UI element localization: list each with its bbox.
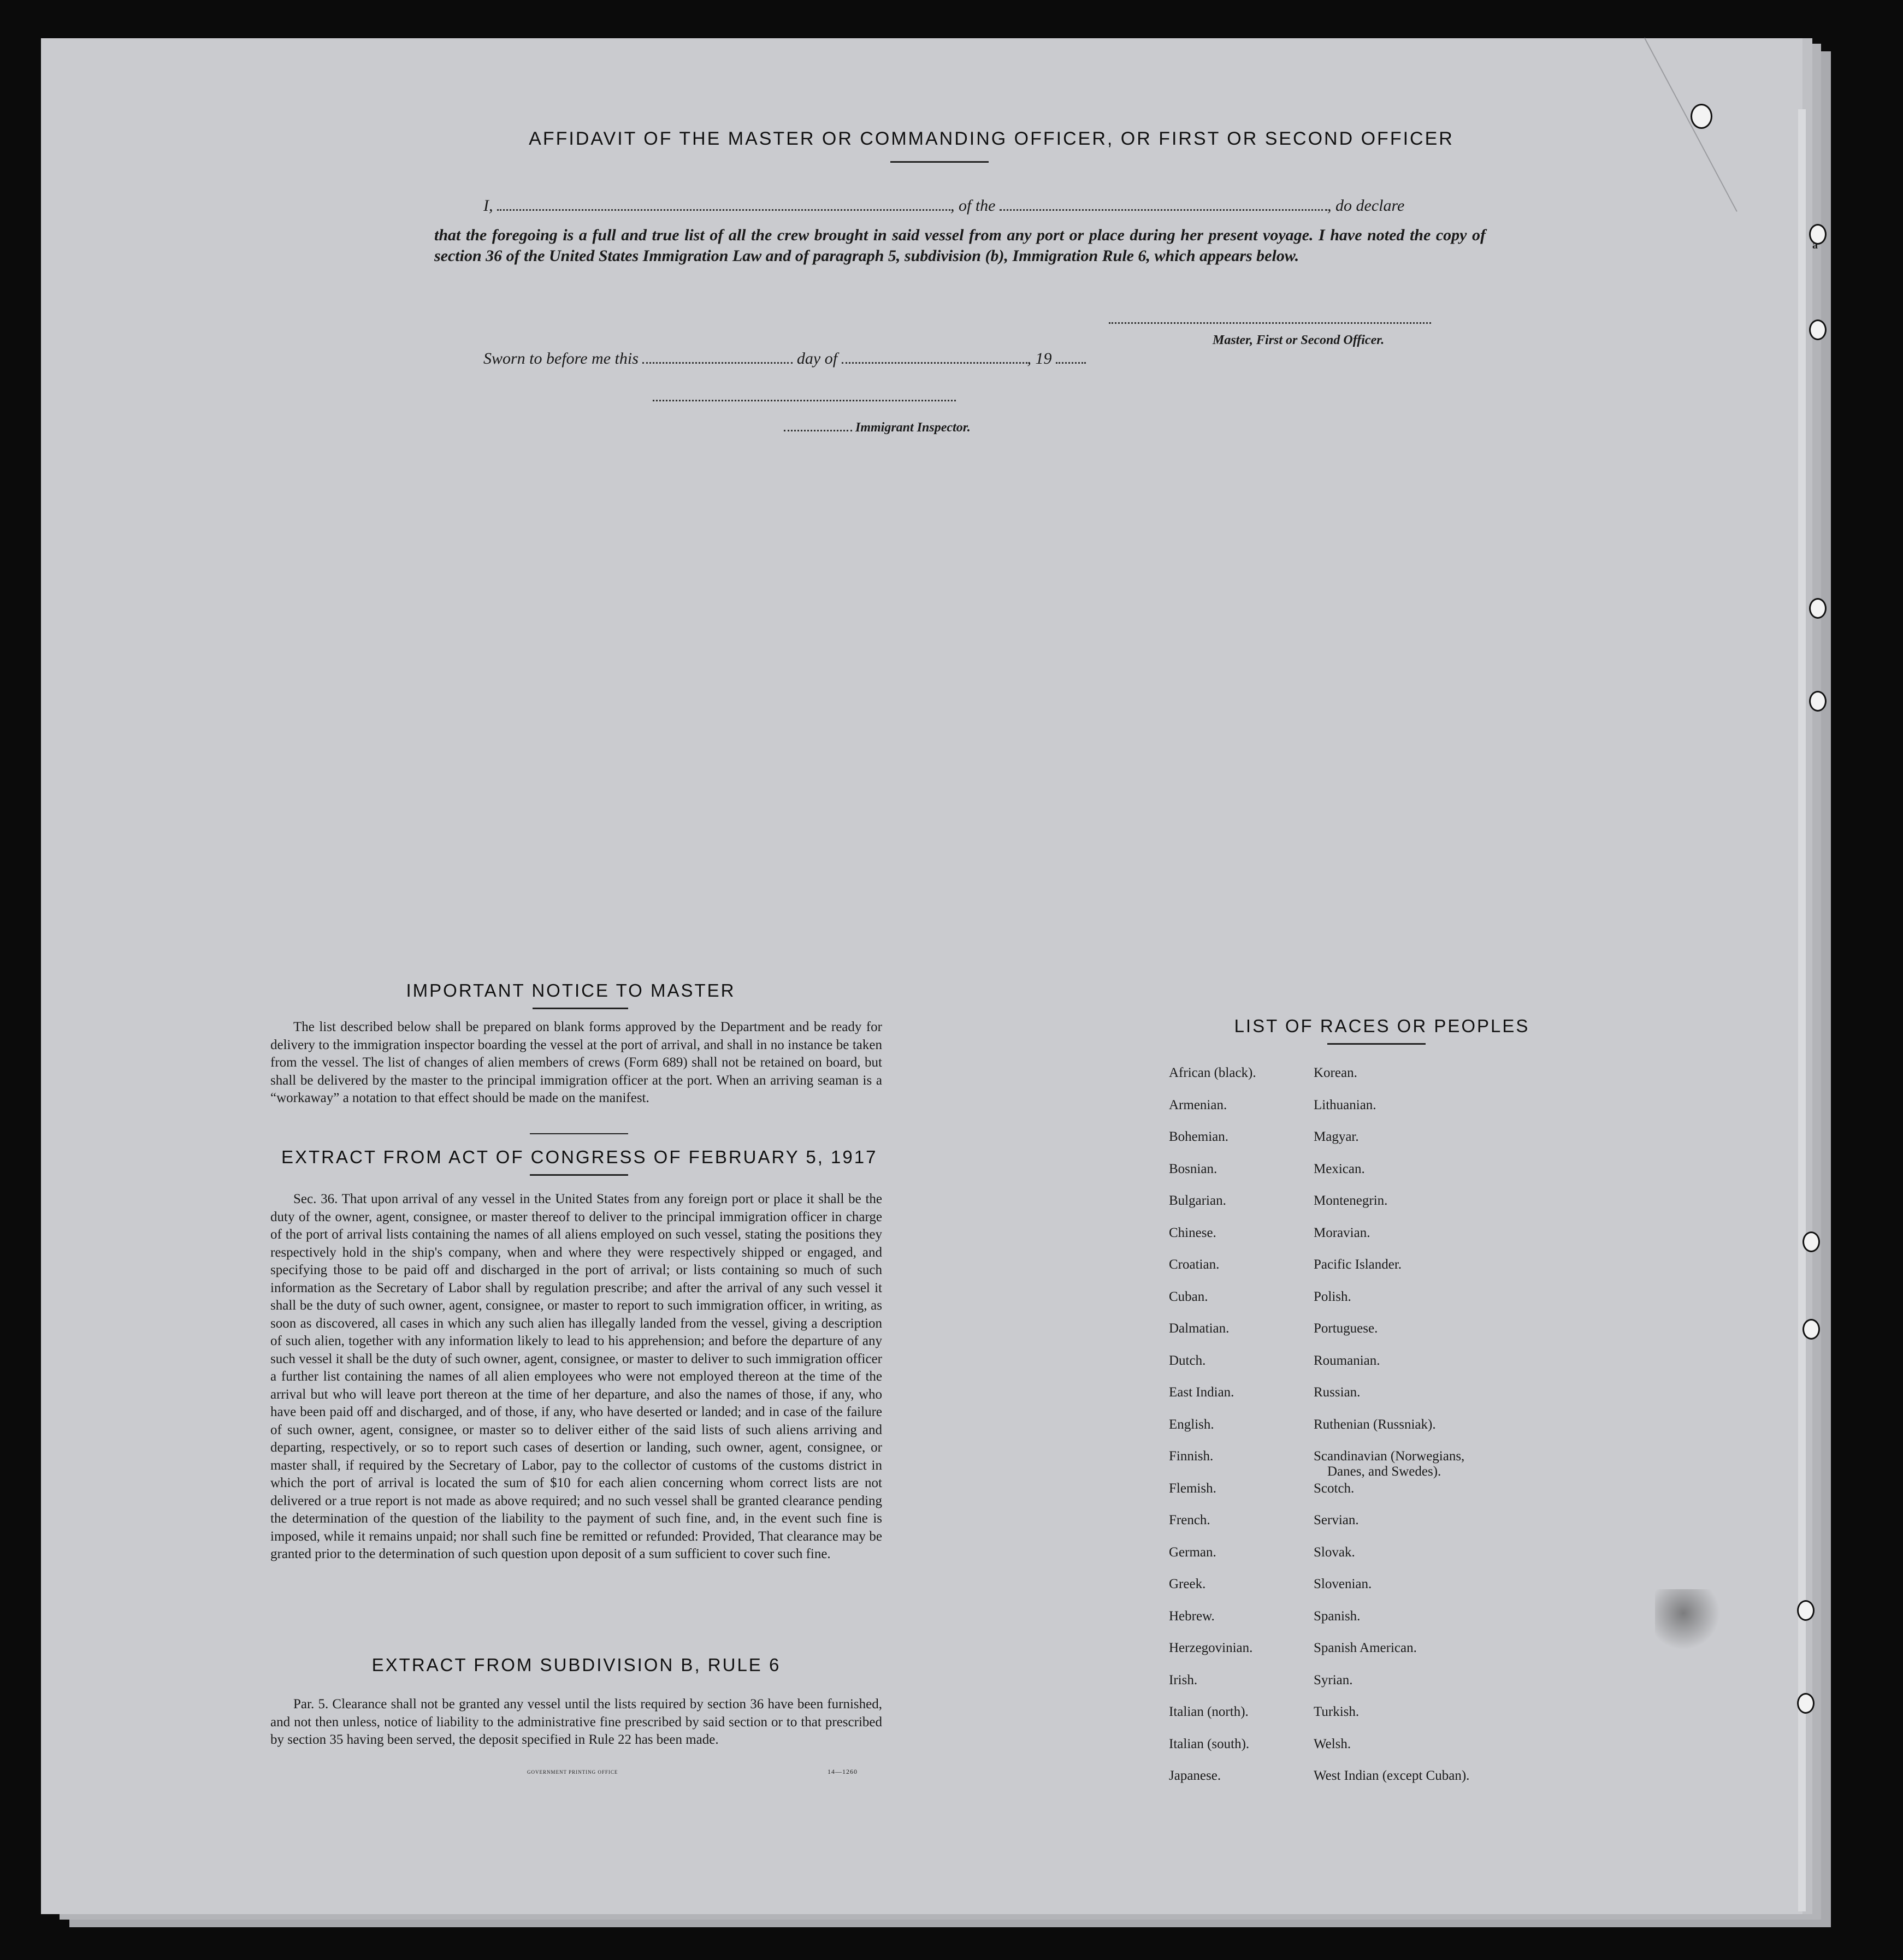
- master-signature-caption: Master, First or Second Officer.: [1213, 333, 1385, 347]
- form-code: 14—1260: [828, 1768, 858, 1775]
- race-item: Polish.: [1314, 1289, 1351, 1304]
- race-item: Lithuanian.: [1314, 1097, 1376, 1112]
- affidavit-declaration-line: [483, 197, 1404, 215]
- rule-extract-title: EXTRACT FROM SUBDIVISION B, RULE 6: [371, 1655, 781, 1675]
- race-item: Spanish.: [1314, 1608, 1361, 1624]
- race-item-scandinavian-cont: Danes, and Swedes).: [1327, 1464, 1441, 1479]
- race-item: Portuguese.: [1314, 1321, 1378, 1336]
- race-item: Roumanian.: [1314, 1353, 1380, 1368]
- race-item: East Indian.: [1169, 1385, 1234, 1400]
- race-item: Slovenian.: [1314, 1577, 1372, 1591]
- punch-hole: [1809, 691, 1827, 712]
- race-item: Bohemian.: [1169, 1129, 1229, 1144]
- race-item: Dutch.: [1169, 1353, 1206, 1368]
- declare-suffix: , do declare: [1327, 197, 1405, 215]
- affidavit-body: that the foregoing is a full and true list of all the crew brought in said vessel from any port or place during her present voyage. I have noted the copy of section 36 of the United States Immigration Law and of paragraph 5, subdivision (b), Immigration Rule 6, which appears below.: [434, 226, 1486, 265]
- margin-mark: a: [1812, 239, 1818, 251]
- race-item: Greek.: [1169, 1577, 1206, 1591]
- race-item: German.: [1169, 1544, 1216, 1560]
- race-item: Japanese.: [1169, 1768, 1221, 1783]
- printer-imprint: GOVERNMENT PRINTING OFFICE: [527, 1769, 618, 1775]
- notice-divider: [530, 1133, 628, 1134]
- rule-extract-body: Par. 5. Clearance shall not be granted any vessel until the lists required by section 36 have been furnished, and not then unless, notice of liability to the administrative fine prescribed by said section or to that prescribed by section 35 having been served, the deposit specified in Rule 22 has been made.: [270, 1697, 882, 1747]
- race-item: West Indian (except Cuban).: [1314, 1768, 1470, 1783]
- race-item: Servian.: [1314, 1513, 1359, 1527]
- races-title: LIST OF RACES OR PEOPLES: [1234, 1016, 1530, 1036]
- notice-body: The list described below shall be prepared on blank forms approved by the Department and be ready for delivery to the immigration inspector boarding the vessel at the port of arrival, and shall in no instance be taken from the vessel. The list of changes of alien members of crews (Form 689) shall not be retained on board, but shall be delivered by the master to the principal immigration officer at the port. When an arriving seaman is a “workaway” a notation to that effect should be made on the manifest.: [270, 1020, 882, 1105]
- sworn-day-label: day of: [796, 350, 838, 368]
- race-item: Irish.: [1169, 1672, 1198, 1687]
- punch-hole: [1809, 598, 1827, 619]
- ink-smudge: [1655, 1589, 1726, 1649]
- inspector-caption-line: [784, 421, 971, 435]
- vessel-name-blank: [1000, 209, 1327, 211]
- race-item: Italian (south).: [1169, 1736, 1250, 1751]
- race-item: Bulgarian.: [1169, 1193, 1226, 1208]
- race-item: Magyar.: [1314, 1129, 1359, 1144]
- notice-title-rule: [533, 1008, 628, 1009]
- race-item: Finnish.: [1169, 1449, 1214, 1464]
- sworn-day-blank: [642, 362, 793, 364]
- sworn-line: [483, 350, 1086, 368]
- race-item: Scotch.: [1314, 1481, 1355, 1496]
- race-item: Slovak.: [1314, 1544, 1355, 1560]
- inspector-prefix-blank: [784, 430, 852, 431]
- race-item: Turkish.: [1314, 1704, 1360, 1719]
- race-item: Italian (north).: [1169, 1704, 1249, 1719]
- notice-title: IMPORTANT NOTICE TO MASTER: [406, 980, 736, 1000]
- inspector-signature-blank: [653, 400, 956, 401]
- race-item: Ruthenian (Russniak).: [1314, 1417, 1436, 1432]
- punch-hole: [1797, 1693, 1815, 1714]
- race-item: Herzegovinian.: [1169, 1641, 1253, 1655]
- race-item: Armenian.: [1169, 1097, 1227, 1112]
- act-extract-body: Sec. 36. That upon arrival of any vessel in the United States from any foreign port or place it shall be the duty of the owner, agent, consignee, or master thereof to deliver to the principal immigration officer in charge of the port of arrival lists containing the names of all aliens employed on such vessel, stating the positions they respectively hold in the ship's company, when and where they were respectively shipped or engaged, and specifying those to be paid off and discharged in the port of arrival; or lists containing so much of such information as the Secretary of Labor shall by regulation prescribe; and after the arrival of any such vessel it shall be the duty of such owner, agent, consignee, or master to report to such immigration officer, in writing, as soon as discovered, all cases in which any such alien has illegally landed from the vessel, giving a description of such alien, together with any information likely to lead to his apprehension; and before the departure of any such vessel it shall be the duty of such owner, agent, consignee, or master to deliver to such immigration officer a further list containing the names of all alien employees who were not employed thereon at the time of the arrival but who will leave port thereon at the time of her departure, and also the names of those, if any, who have been paid off and discharged, and of those, if any, who have deserted or landed; and in case of the failure of such owner, agent, consignee, or master so to deliver either of the said lists of such aliens arriving and departing, respectively, or so to report such cases of desertion or landing, such owner, agent, consignee, or master shall, if required by the Secretary of Labor, pay to the collector of customs of the customs district in which the port of arrival is located the sum of $10 for each alien concerning whom correct lists are not delivered or a true report is not made as above required; and no such vessel shall be granted clearance pending the determination of the question of the liability to the payment of such fine, and, in the event such fine is imposed, while it remains unpaid; nor shall such fine be remitted or refunded: Provided, That clearance may be granted prior to the determination of such question upon deposit of a sum sufficient to cover such fine.: [270, 1192, 882, 1561]
- race-item: Moravian.: [1314, 1225, 1370, 1240]
- punch-hole: [1802, 1319, 1820, 1340]
- act-extract-title: EXTRACT FROM ACT OF CONGRESS OF FEBRUARY 5, 1917: [281, 1147, 878, 1167]
- declarant-prefix: I,: [483, 197, 493, 215]
- sworn-prefix: Sworn to before me this: [483, 350, 639, 368]
- races-title-rule: [1327, 1043, 1426, 1045]
- race-item: Scandinavian (Norwegians,: [1314, 1449, 1465, 1464]
- race-item: Chinese.: [1169, 1225, 1216, 1240]
- race-item: Pacific Islander.: [1314, 1257, 1402, 1272]
- race-item: Spanish American.: [1314, 1641, 1417, 1655]
- race-item: Montenegrin.: [1314, 1193, 1388, 1208]
- declarant-name-blank: [497, 209, 950, 211]
- master-signature-blank: [1109, 322, 1431, 324]
- fold-crease: [1644, 38, 1737, 212]
- race-item: Russian.: [1314, 1385, 1361, 1400]
- race-item: Mexican.: [1314, 1161, 1365, 1176]
- race-item: French.: [1169, 1513, 1210, 1527]
- act-extract-title-rule: [530, 1174, 628, 1176]
- document-page: [41, 38, 1818, 1914]
- race-item: Dalmatian.: [1169, 1321, 1230, 1336]
- sworn-year-blank: [1056, 362, 1086, 364]
- race-item: Hebrew.: [1169, 1608, 1215, 1624]
- race-item: Flemish.: [1169, 1481, 1216, 1496]
- race-item: Bosnian.: [1169, 1161, 1218, 1176]
- sworn-year-label: , 19: [1027, 350, 1052, 368]
- race-item: African (black).: [1169, 1065, 1256, 1080]
- sworn-month-blank: [842, 362, 1027, 364]
- punch-hole: [1797, 1600, 1815, 1621]
- punch-hole: [1809, 319, 1827, 340]
- punch-hole: [1809, 224, 1827, 245]
- page-edge: [1798, 109, 1806, 1911]
- inspector-caption: Immigrant Inspector.: [855, 421, 971, 435]
- punch-hole: [1802, 1231, 1820, 1252]
- race-item: Croatian.: [1169, 1257, 1220, 1272]
- race-item: Cuban.: [1169, 1289, 1208, 1304]
- affidavit-title-rule: [890, 161, 989, 163]
- race-item: Syrian.: [1314, 1672, 1353, 1687]
- affidavit-title: AFFIDAVIT OF THE MASTER OR COMMANDING OFFICER, OR FIRST OR SECOND OFFICER: [529, 128, 1454, 149]
- punch-hole: [1691, 104, 1712, 129]
- race-item: English.: [1169, 1417, 1214, 1432]
- race-item: Korean.: [1314, 1065, 1357, 1080]
- race-item: Welsh.: [1314, 1736, 1351, 1751]
- vessel-prefix: , of the: [950, 197, 996, 215]
